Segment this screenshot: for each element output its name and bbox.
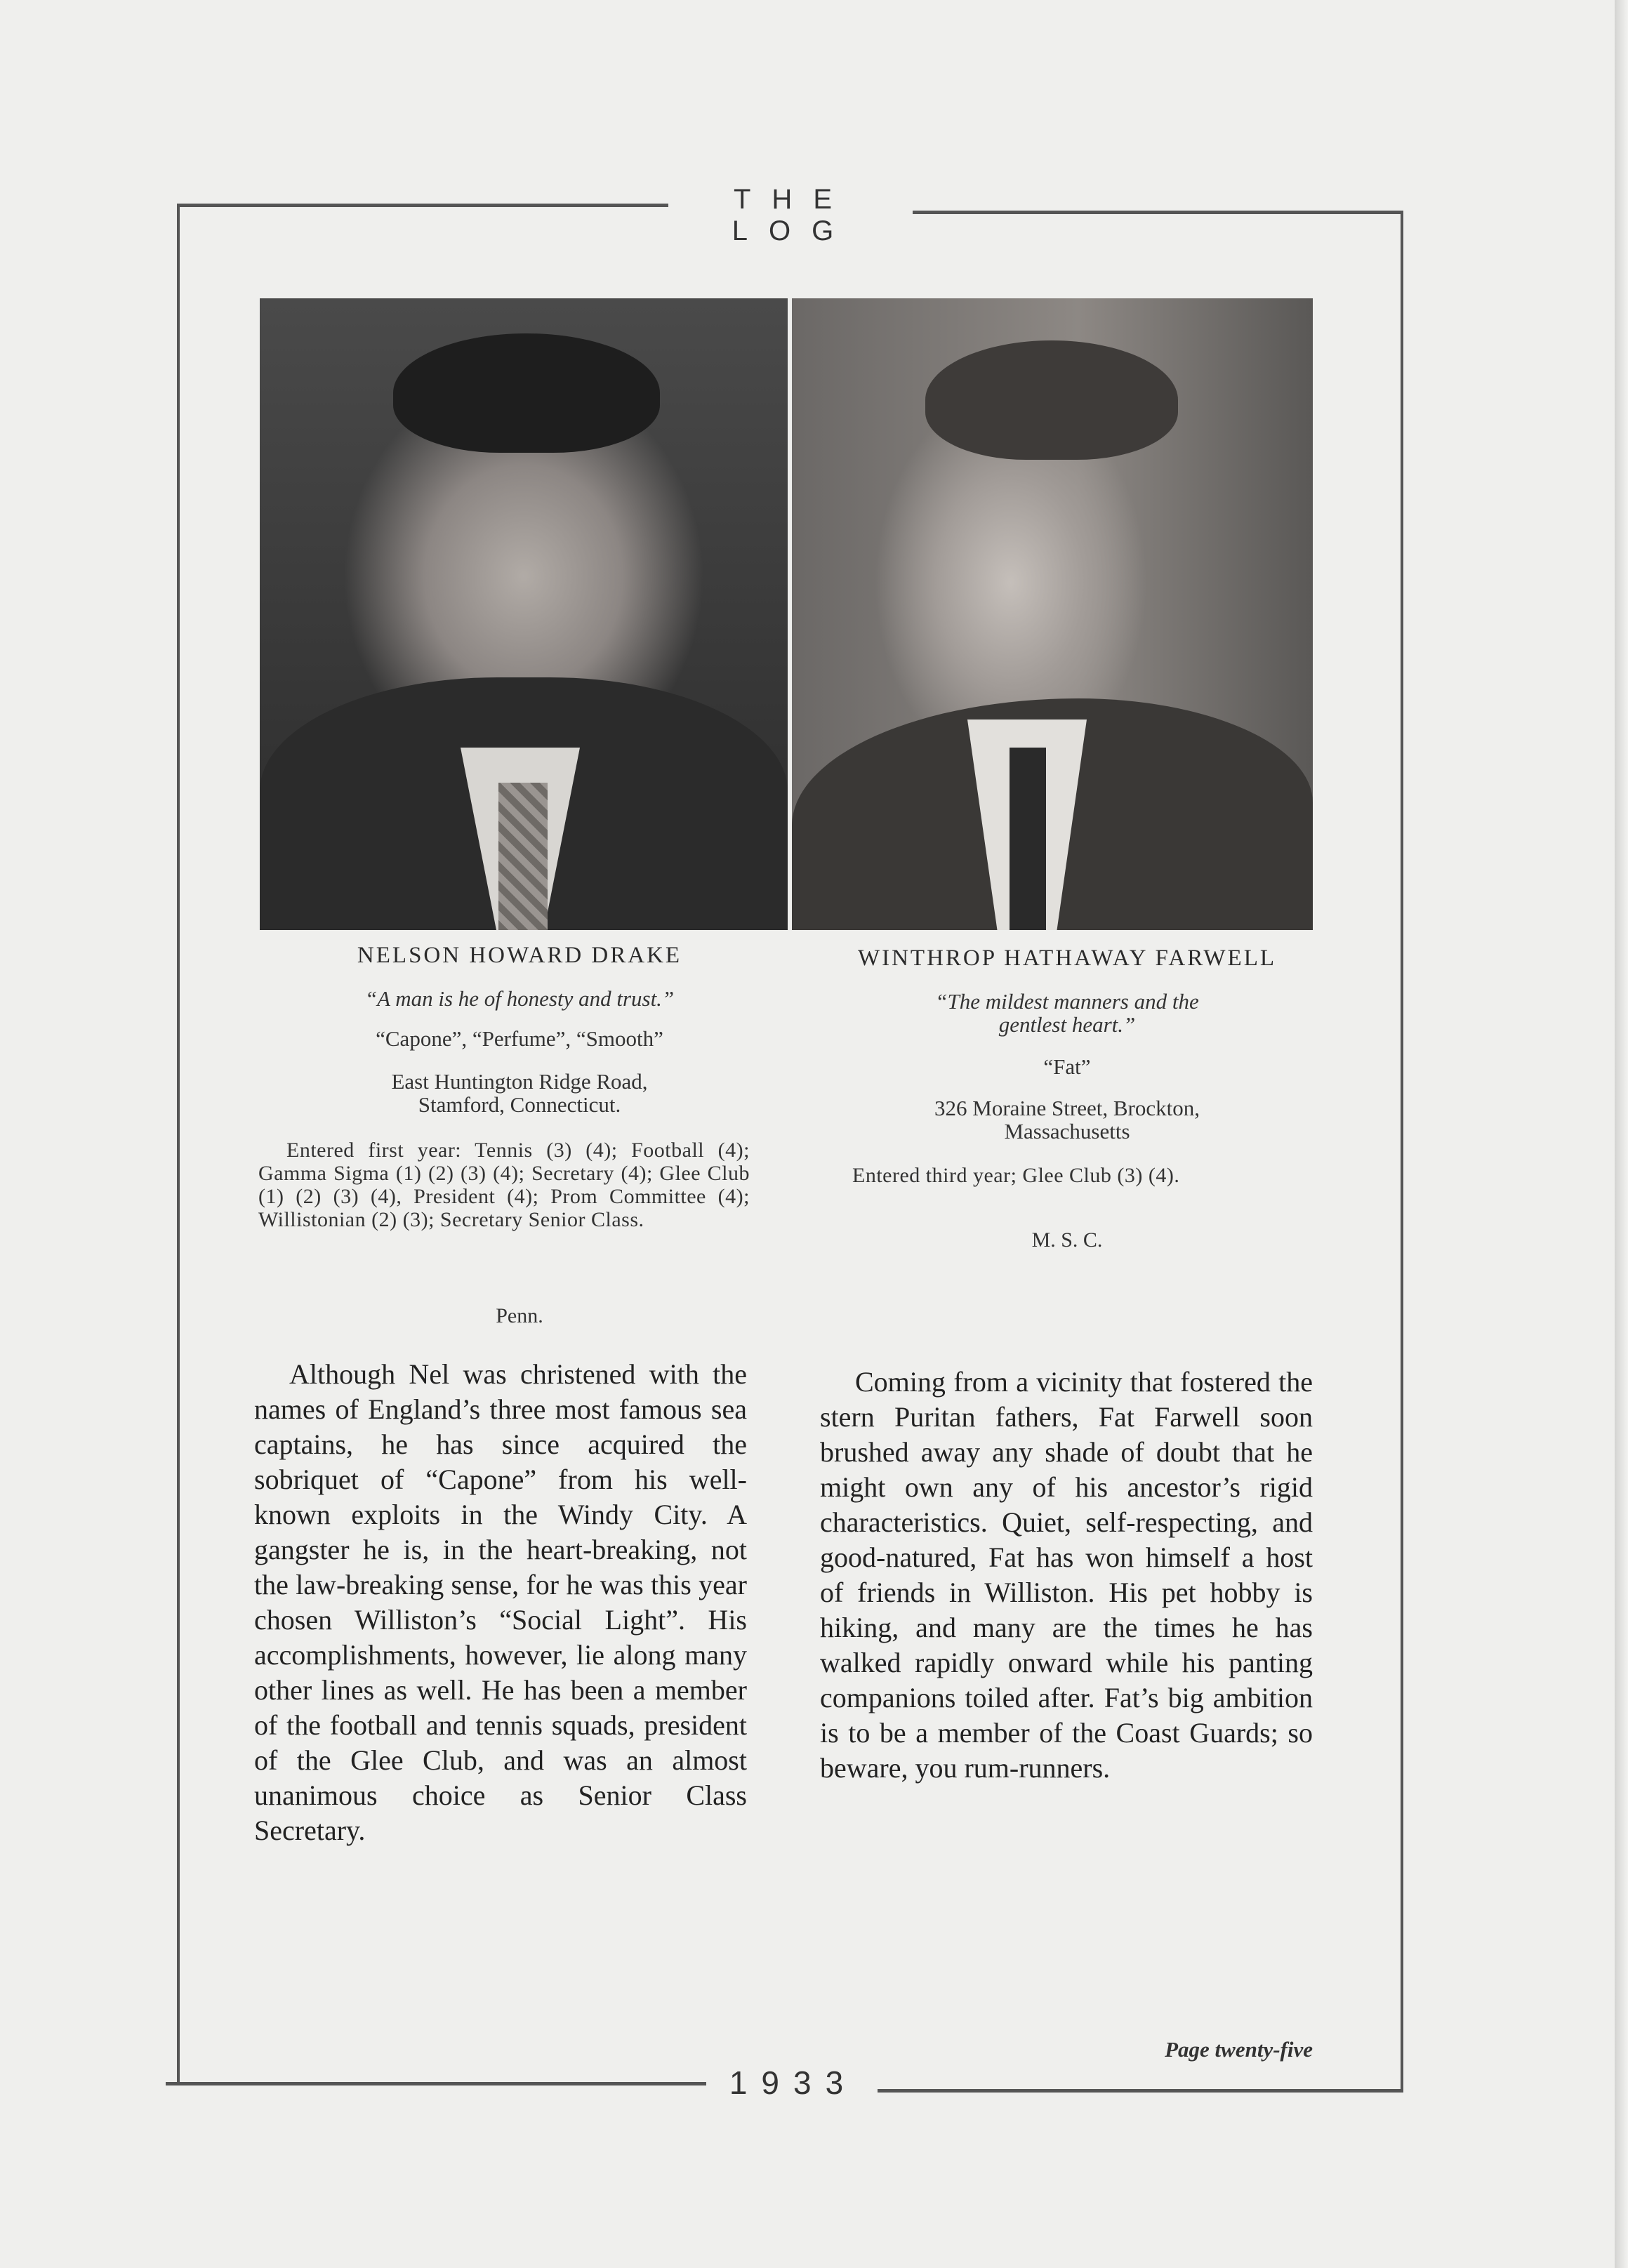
name-right: WINTHROP HATHAWAY FARWELL xyxy=(857,946,1277,971)
footer-rule-right xyxy=(878,2089,1403,2093)
address-line-2: Stamford, Connecticut. xyxy=(418,1092,621,1117)
bio-left: Although Nel was christened with the names of England’s three most famous sea captains, he has since acquired the sobriquet of “Capone” from his well-known exploits in the Windy City. A gangster he is, in the heart-breaking, not the law-breaking sense, for he was this year chosen Williston’s “Social Light”. His accomplishments, however, lie along many other lines as well. He has been a member of the football and tennis squads, president of the Glee Club, and was an almost unanimous choice as Senior Class Secretary. xyxy=(254,1358,747,1846)
header-rule-left xyxy=(177,204,668,207)
page-number: Page twenty-five xyxy=(1165,2037,1313,2062)
address-line-1: East Huntington Ridge Road, xyxy=(391,1069,648,1094)
activities-left: Entered first year: Tennis (3) (4); Football (4); Gamma Sigma (1) (2) (3) (4); Secretary (4); Glee Club (1) (2) (3) (4), President (4); Prom Committee (4); Willistonian (2) (3); Secretary Senior Class. xyxy=(258,1139,750,1231)
footer-year: 1933 xyxy=(729,2064,858,2101)
running-header: THE LOG xyxy=(732,184,855,246)
frame-left-border xyxy=(177,204,180,2085)
nicknames-right: “Fat” xyxy=(1043,1054,1091,1079)
address-left xyxy=(253,1070,786,1116)
college-left: Penn. xyxy=(496,1304,543,1327)
college-right: M. S. C. xyxy=(1031,1228,1103,1252)
portrait-photo-drake xyxy=(260,298,788,930)
nicknames-left: “Capone”, “Perfume”, “Smooth” xyxy=(376,1026,663,1051)
activities-right: Entered third year; Glee Club (3) (4). xyxy=(852,1164,1180,1187)
frame-right-border xyxy=(1401,211,1403,2092)
address-right xyxy=(814,1096,1320,1143)
header-rule-right xyxy=(913,211,1403,214)
quote-line-1: “The mildest manners and the xyxy=(935,989,1199,1014)
quote-left: “A man is he of honesty and trust.” xyxy=(364,986,675,1011)
hair-shape xyxy=(393,333,660,453)
tie-shape xyxy=(1010,748,1046,930)
name-left: NELSON HOWARD DRAKE xyxy=(357,943,682,968)
address-line-1: 326 Moraine Street, Brockton, xyxy=(934,1096,1200,1120)
portrait-photo-farwell xyxy=(792,298,1313,930)
quote-line-2: gentlest heart.” xyxy=(998,1012,1136,1037)
bio-right: Coming from a vicinity that fostered the stern Puritan fathers, Fat Farwell soon brushed away any shade of doubt that he might own any of his ancestor’s rigid characteristics. Quiet, self-respecting, and good-natured, Fat has won himself a host of friends in Williston. His pet hobby is hiking, and many are the times he has walked rapidly onward while his panting companions toiled after. Fat’s big ambition is to be a member of the Coast Guards; so beware, you rum-runners. xyxy=(820,1366,1313,1784)
page-edge xyxy=(1615,0,1628,2268)
footer-rule-left xyxy=(166,2082,706,2085)
tie-shape xyxy=(498,783,548,930)
address-line-2: Massachusetts xyxy=(1004,1119,1130,1143)
quote-right xyxy=(814,990,1320,1036)
hair-shape xyxy=(925,340,1178,460)
